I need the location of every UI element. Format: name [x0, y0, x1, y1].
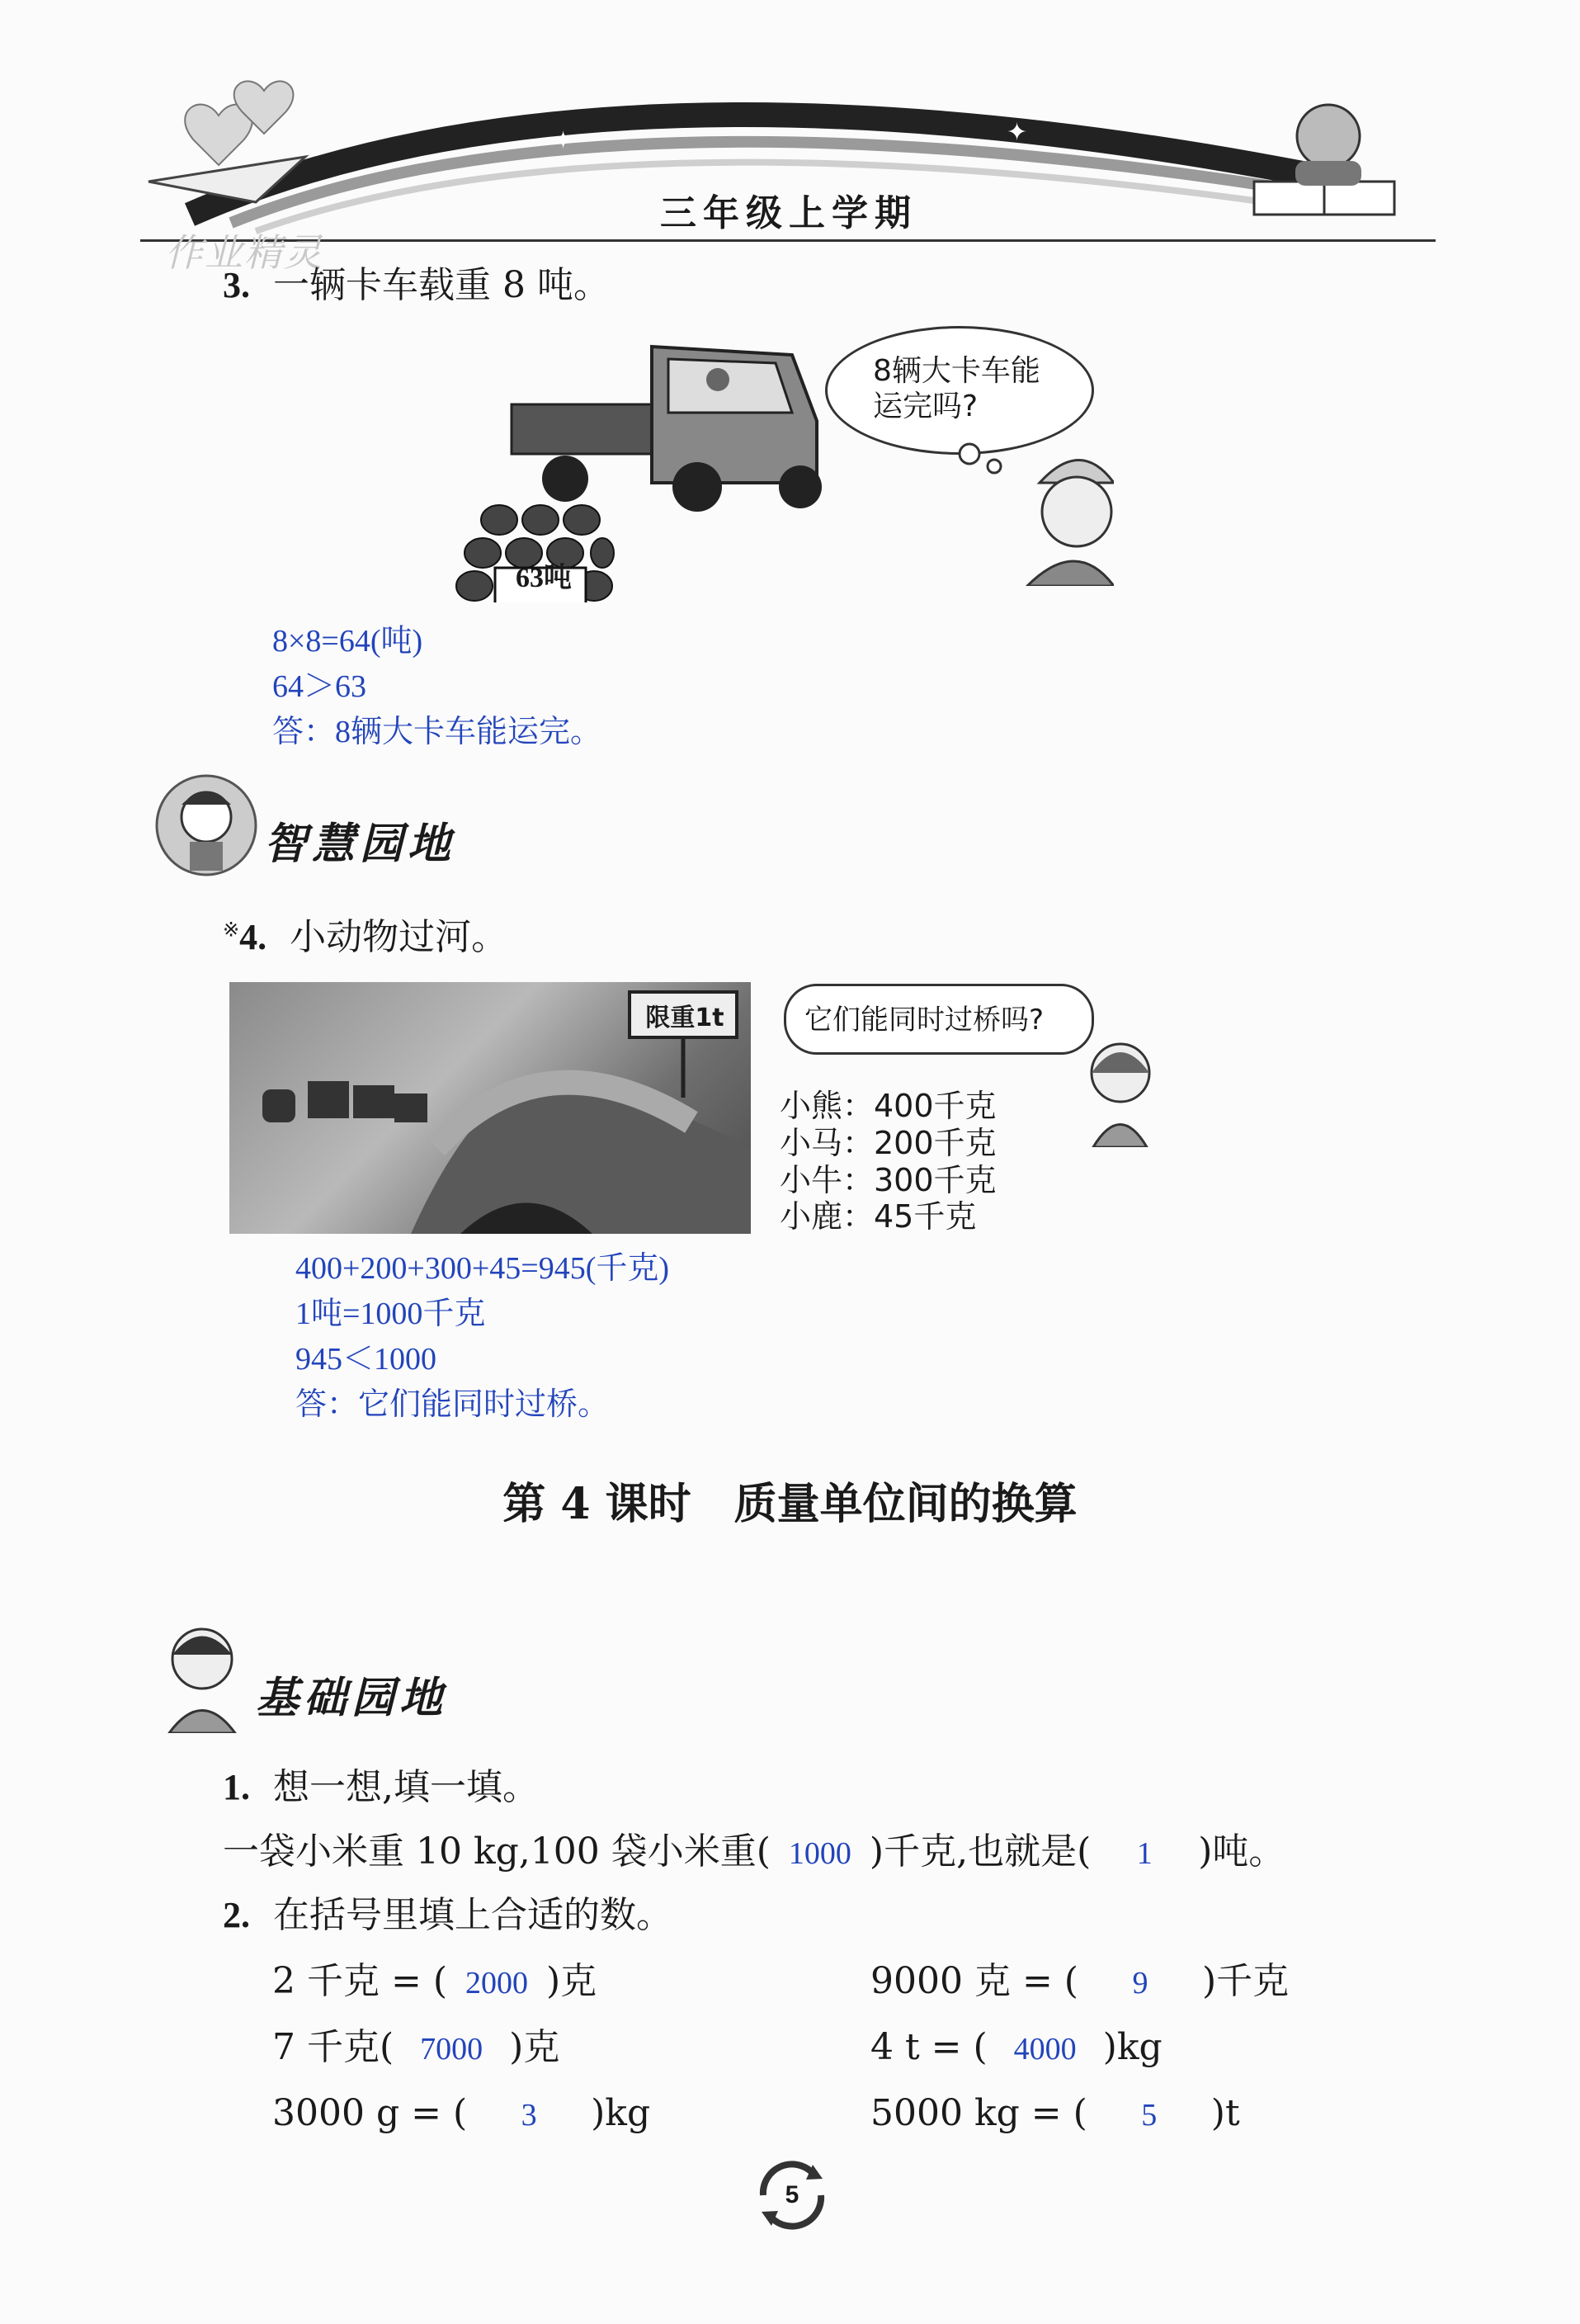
- q4-answer-line-4: 答：它们能同时过桥。: [295, 1387, 610, 1422]
- pipes-weight-label: 63吨: [516, 563, 572, 593]
- b1-number: 1.: [223, 1767, 250, 1807]
- b2-item-1-post: )克: [546, 1960, 597, 2002]
- b2-item-2-pre: 9000 克 = (: [870, 1960, 1078, 2002]
- header-divider: [140, 239, 1436, 242]
- watermark: 作业精灵: [165, 230, 323, 275]
- weight-limit-sign: 限重1t: [645, 1004, 724, 1032]
- q3-bubble-line-2: 运完吗?: [873, 390, 979, 424]
- q3-prompt: [223, 264, 610, 308]
- b2-item-3: [272, 2026, 559, 2070]
- b2-item-5: [272, 2092, 650, 2136]
- svg-text:✦: ✦: [553, 126, 574, 155]
- heart-balloons: [185, 81, 293, 165]
- b2-item-4-fill[interactable]: 4000: [1013, 2032, 1077, 2067]
- wisdom-section-title: 智慧园地: [264, 820, 456, 869]
- b1-text: 想一想,填一填。: [272, 1766, 539, 1808]
- b1-fill-b[interactable]: 1: [1136, 1836, 1153, 1871]
- b2-item-1: [272, 1960, 597, 2004]
- b2-item-1-fill[interactable]: 2000: [465, 1966, 528, 2000]
- header-title: 三年级上学期: [660, 192, 917, 234]
- b1-fill-line: [223, 1830, 1285, 1874]
- q3-number: 3.: [223, 265, 250, 305]
- b1-segment-c: )吨。: [1198, 1830, 1285, 1873]
- b1-fill-a[interactable]: 1000: [788, 1836, 851, 1871]
- q4-answer-line-2: 1吨=1000千克: [295, 1297, 486, 1331]
- lesson-title: 第 4 课时 质量单位间的换算: [502, 1479, 1078, 1529]
- page-number: 5: [785, 2181, 799, 2208]
- basics-section-title: 基础园地: [256, 1674, 448, 1723]
- b2-item-3-post: )克: [509, 2026, 560, 2068]
- b2-item-2-fill[interactable]: 9: [1132, 1966, 1148, 2000]
- b2-item-6-post: )t: [1210, 2092, 1240, 2134]
- b2-number: 2.: [223, 1895, 250, 1935]
- b2-item-3-pre: 7 千克(: [272, 2026, 394, 2068]
- worker-boy-icon: [949, 437, 1114, 586]
- b2-item-4-pre: 4 t = (: [870, 2026, 988, 2068]
- q4-bubble-text: 它们能同时过桥吗?: [804, 1004, 1045, 1037]
- girl-icon: [1081, 1036, 1159, 1147]
- animal-bear-weight: 小熊：400千克: [780, 1088, 997, 1124]
- q4-number: 4.: [239, 917, 267, 957]
- b1-segment-b: )千克,也就是(: [869, 1830, 1092, 1873]
- b2-item-2-post: )千克: [1201, 1960, 1290, 2002]
- b1-segment-a: 一袋小米重 10 kg,100 袋小米重(: [223, 1830, 771, 1873]
- q3-answer-line-1: 8×8=64(吨): [272, 624, 423, 659]
- animal-horse-weight: 小马：200千克: [780, 1124, 997, 1161]
- q3-bubble-text: [873, 353, 1040, 424]
- svg-text:✦: ✦: [1007, 118, 1028, 147]
- q4-optional-mark: ※: [223, 918, 240, 942]
- basics-boy-icon: [153, 1618, 252, 1733]
- q3-bubble-line-1: 8辆大卡车能: [873, 354, 1040, 388]
- q3-answer-line-3: 答：8辆大卡车能运完。: [272, 715, 602, 749]
- b2-item-6-pre: 5000 kg = (: [870, 2092, 1087, 2134]
- b2-item-2: [870, 1960, 1289, 2004]
- q3-text: 一辆卡车载重 8 吨。: [272, 264, 610, 306]
- q4-prompt: [223, 916, 507, 960]
- b2-item-3-fill[interactable]: 7000: [420, 2032, 483, 2067]
- truck-illustration: [446, 330, 833, 520]
- wisdom-boy-icon: [153, 772, 260, 879]
- q4-text: 小动物过河。: [290, 916, 508, 958]
- b2-item-6: [870, 2092, 1240, 2136]
- b1-prompt: [223, 1766, 539, 1810]
- animal-cow-weight: 小牛：300千克: [780, 1161, 997, 1198]
- animal-deer-weight: 小鹿：45千克: [780, 1198, 977, 1235]
- q3-answer-line-2: 64＞63: [272, 669, 367, 704]
- b2-item-5-fill[interactable]: 3: [521, 2098, 537, 2133]
- q4-answer-line-3: 945＜1000: [295, 1342, 437, 1377]
- q4-answer-line-1: 400+200+300+45=945(千克): [295, 1251, 670, 1286]
- b2-item-1-pre: 2 千克 = (: [272, 1960, 447, 2002]
- animal-weights-list: [780, 1088, 997, 1235]
- b2-item-5-post: )kg: [591, 2092, 651, 2134]
- b2-item-4-post: )kg: [1102, 2026, 1163, 2068]
- b2-item-4: [870, 2026, 1163, 2070]
- b2-prompt: [223, 1894, 672, 1938]
- b2-item-6-fill[interactable]: 5: [1141, 2098, 1158, 2133]
- b2-item-5-pre: 3000 g = (: [272, 2092, 468, 2134]
- b2-text: 在括号里填上合适的数。: [272, 1894, 672, 1936]
